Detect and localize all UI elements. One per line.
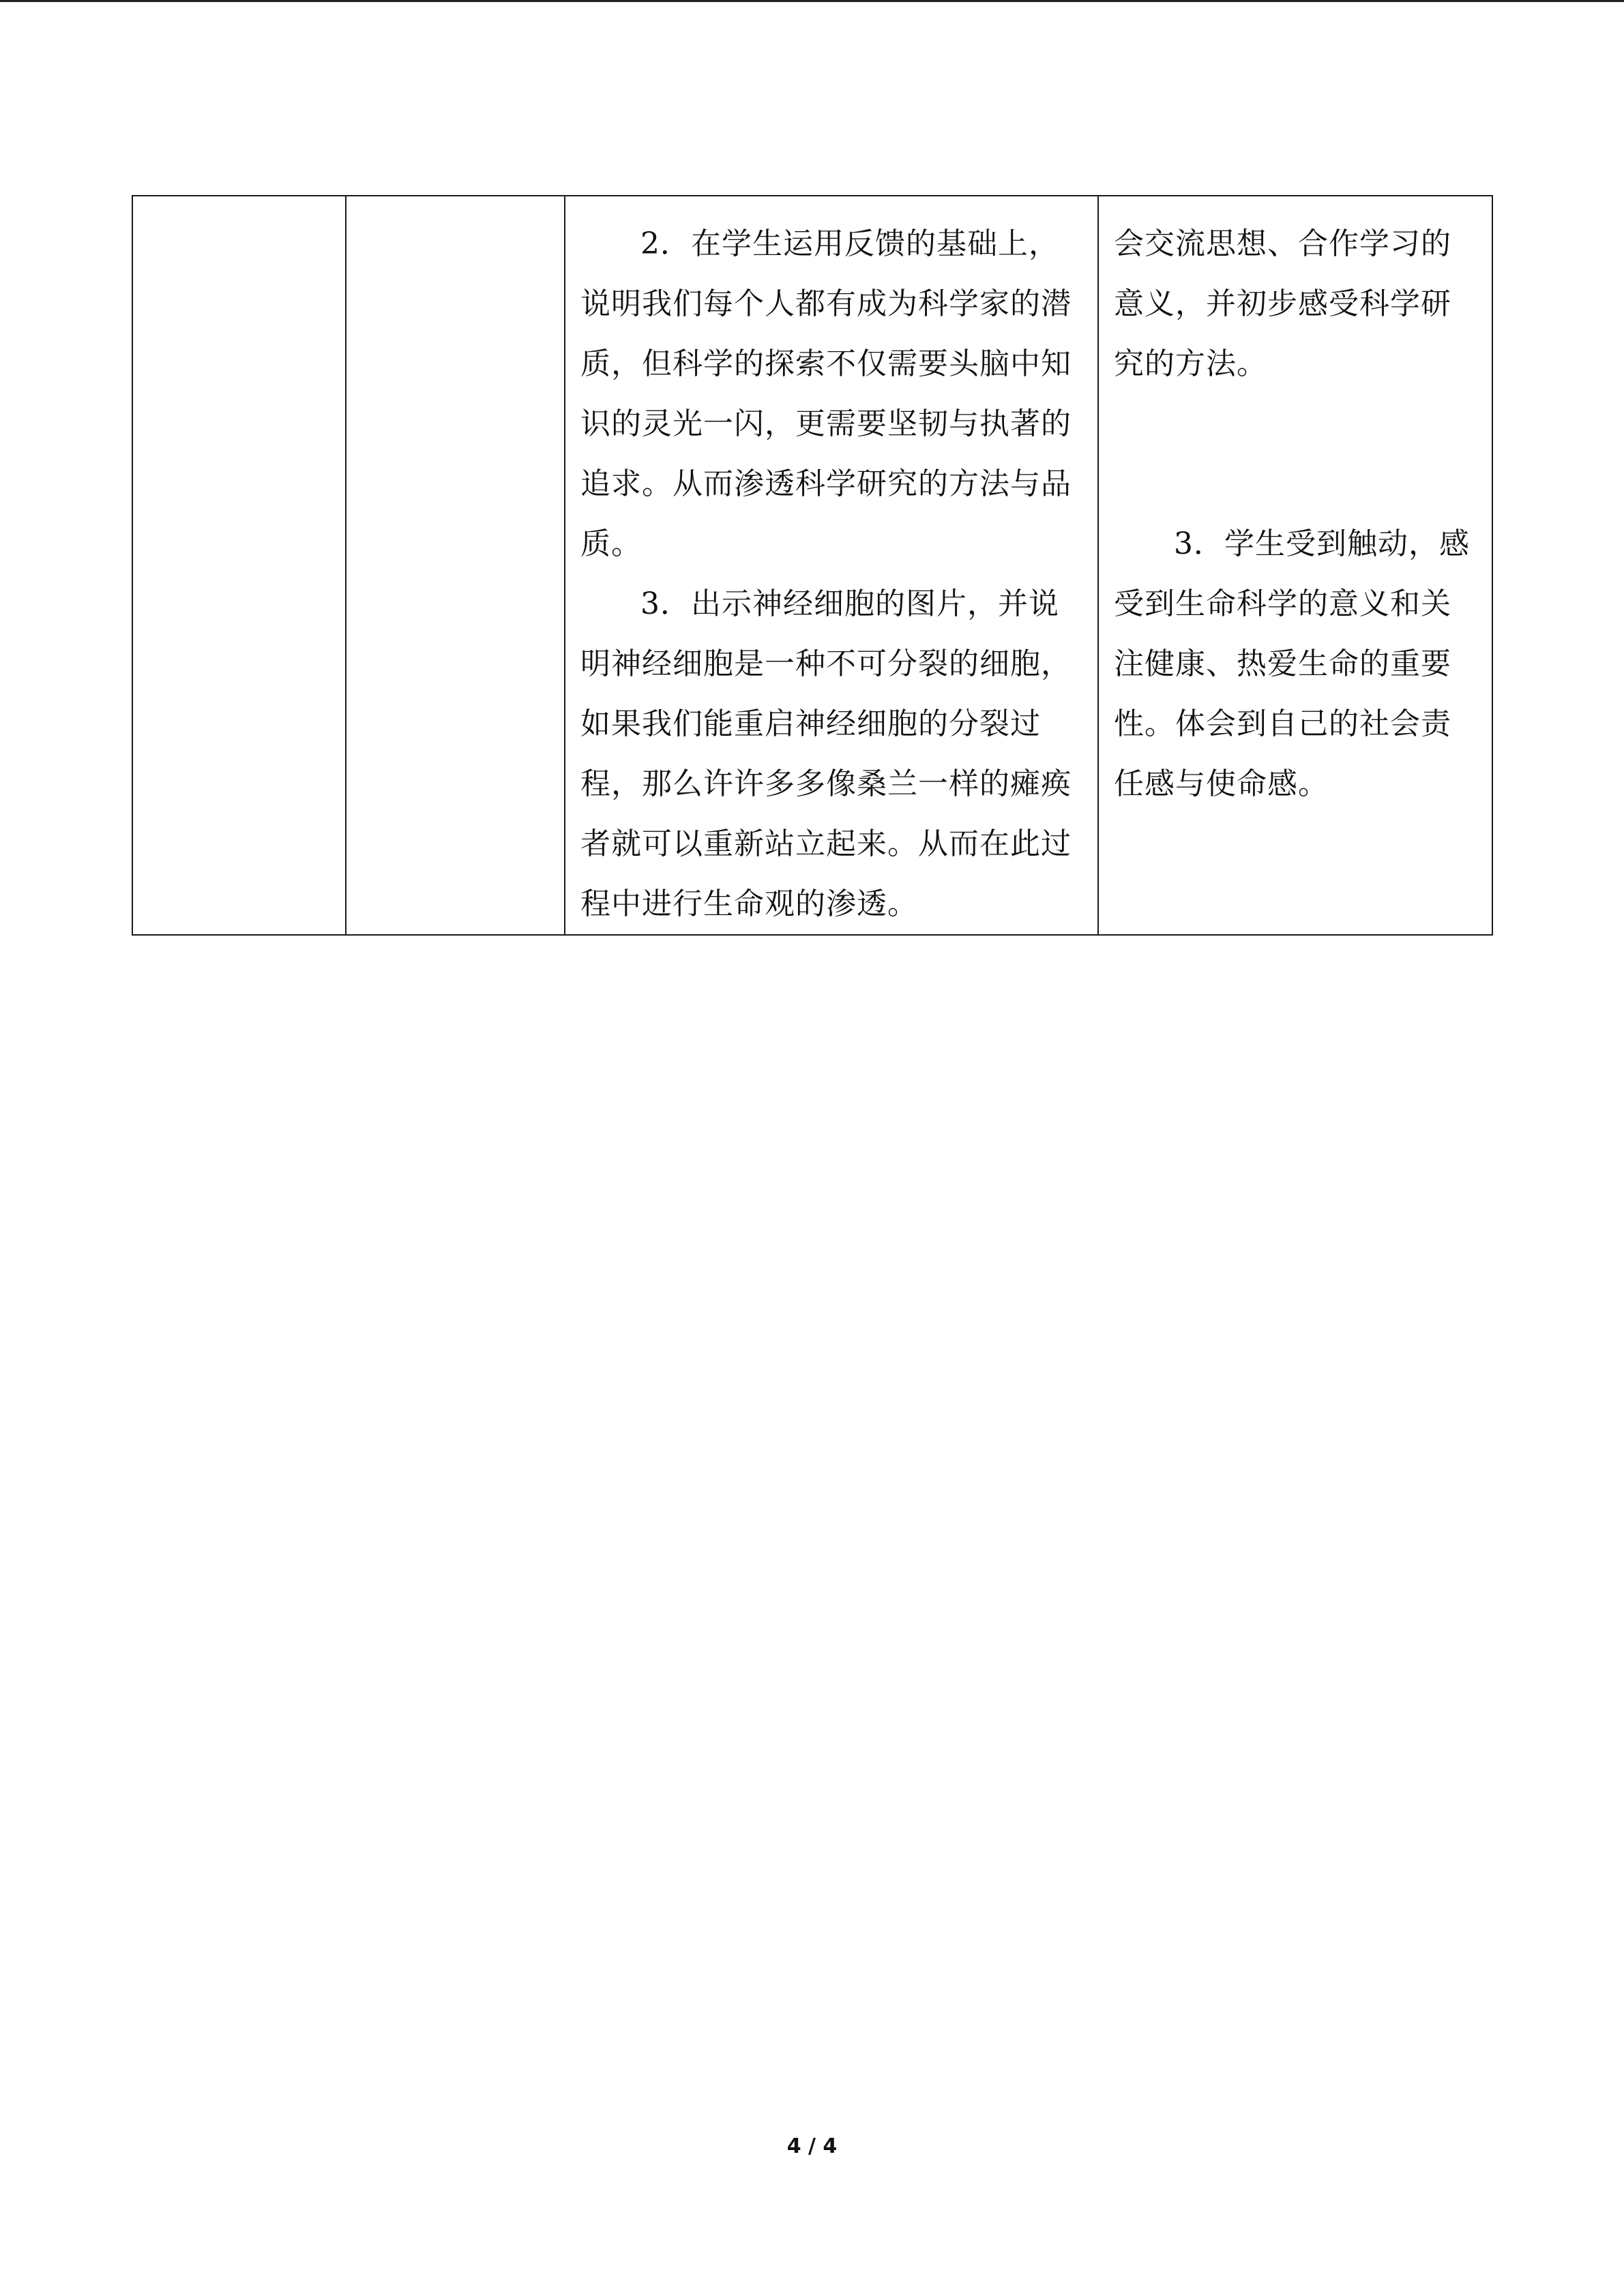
lesson-plan-table-wrapper (132, 195, 1492, 919)
student-activity-cell (1098, 196, 1492, 935)
teacher-activity-paragraph-2: 2．在学生运用反馈的基础上，说明我们每个人都有成为科学家的潜质，但科学的探索不仅需要头脑中知识的灵光一闪，更需要坚韧与执著的追求。从而渗透科学研究的方法与品质。 (580, 226, 1072, 561)
table-row (132, 196, 1492, 935)
student-activity-paragraph-continued: 会交流思想、合作学习的意义，并初步感受科学研究的方法。 (1114, 226, 1451, 381)
lesson-plan-table (132, 195, 1493, 936)
page-number: 4 / 4 (786, 2134, 838, 2158)
teacher-activity-cell (565, 196, 1098, 935)
table-cell-empty-2 (346, 196, 565, 935)
table-cell-empty-1 (132, 196, 346, 935)
top-border-line (0, 0, 1624, 2)
teacher-activity-paragraph-3: 3．出示神经细胞的图片，并说明神经细胞是一种不可分裂的细胞，如果我们能重启神经细胞的分裂过程，那么许许多多像桑兰一样的瘫痪者就可以重新站立起来。从而在此过程中进行生命观的渗透。 (580, 586, 1072, 921)
paragraph-spacer (1114, 394, 1479, 514)
student-activity-paragraph-3: 3．学生受到触动，感受到生命科学的意义和关注健康、热爱生命的重要性。体会到自己的社会责任感与使命感。 (1114, 526, 1470, 801)
